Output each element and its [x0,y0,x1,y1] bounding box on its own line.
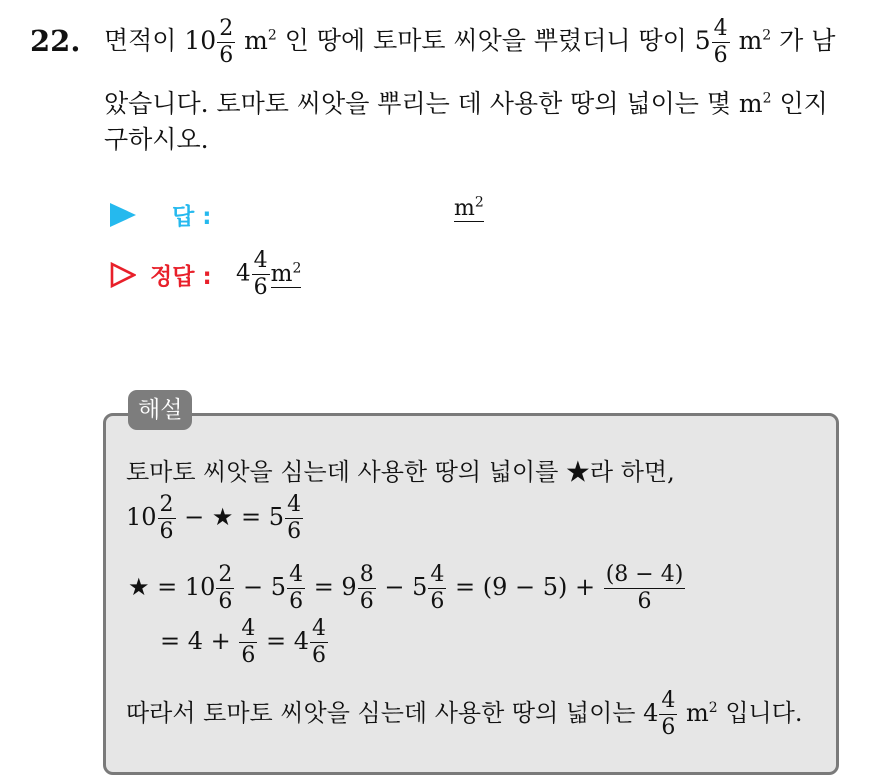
denominator: 6 [713,43,728,68]
fraction: $\frac{4}{6}$ [430,562,445,614]
answer-label: 답 : [172,204,212,230]
correct-answer-value [236,250,301,299]
answer-row [110,198,211,231]
fraction [217,18,235,67]
explanation-conclusion: 따라서 토마토 씨앗을 심는데 사용한 땅의 넓이는 4 $\frac{4}{6}$ $m^2$ 입니다. [126,688,803,740]
correct-answer-row [110,258,212,291]
denominator: 6 [253,275,268,300]
fraction [712,18,730,67]
outline-triangle-icon [110,262,136,288]
fraction: $\frac{4}{6}$ [661,688,676,740]
fraction [252,250,270,299]
explanation-line-1: 토마토 씨앗을 심는데 사용한 땅의 넓이를 ★라 하면, [126,458,675,486]
unit: $m^2$ [270,259,302,287]
fraction: $\frac{(8 - 4)}{6}$ [605,562,684,614]
question-text: 면적이 10 [104,26,217,55]
explanation-eq-1: 10 $\frac{2}{6}$ − ★ = 5 $\frac{4}{6}$ [126,492,302,544]
fraction: $\frac{8}{6}$ [359,562,374,614]
numerator: 2 [219,16,234,41]
fraction: $\frac{2}{6}$ [159,492,174,544]
whole-number: 4 [236,260,251,287]
fraction: $\frac{4}{6}$ [289,562,304,614]
question-number: 22. [30,24,81,58]
correct-label: 정답 : [150,264,212,290]
fraction: $\frac{2}{6}$ [218,562,233,614]
question-text: 인 땅에 토마토 씨앗을 뿌렸더니 땅이 5 [276,26,711,55]
question-text: 가 남 [771,26,836,55]
unit: $m^2$ [244,26,277,55]
explanation-eq-3: = 4 + $\frac{4}{6}$ = 4 $\frac{4}{6}$ [160,616,327,668]
question-line-1 [104,18,835,67]
denominator: 6 [219,43,234,68]
numerator: 4 [253,248,268,273]
explanation-eq-2: ★ = 10 $\frac{2}{6}$ − 5 $\frac{4}{6}$ = 9 $\frac{8}{6}$ − 5 $\frac{4}{6}$ = (9 − 5) + $\frac{(8 - 4)}{6}$ [128,562,684,614]
answer-input[interactable] [454,196,484,221]
fraction: $\frac{4}{6}$ [312,616,327,668]
unit: $m^2$ [686,699,718,727]
numerator: 4 [713,16,728,41]
play-triangle-icon [110,203,136,227]
question-line-3: 구하시오. [104,125,209,154]
question-text: 았습니다. 토마토 씨앗을 뿌리는 데 사용한 땅의 넓이는 몇 [104,89,739,118]
unit: $m^2$ [738,26,772,55]
answer-sup: 2 [474,194,484,211]
fraction: $\frac{4}{6}$ [241,616,256,668]
unit: $m^2$ [738,89,772,118]
question-text: 인지 [771,89,828,118]
explanation-tag: 해설 [128,390,192,430]
fraction: $\frac{4}{6}$ [287,492,302,544]
question-line-2 [104,84,828,124]
answer-unit: m [454,196,475,221]
